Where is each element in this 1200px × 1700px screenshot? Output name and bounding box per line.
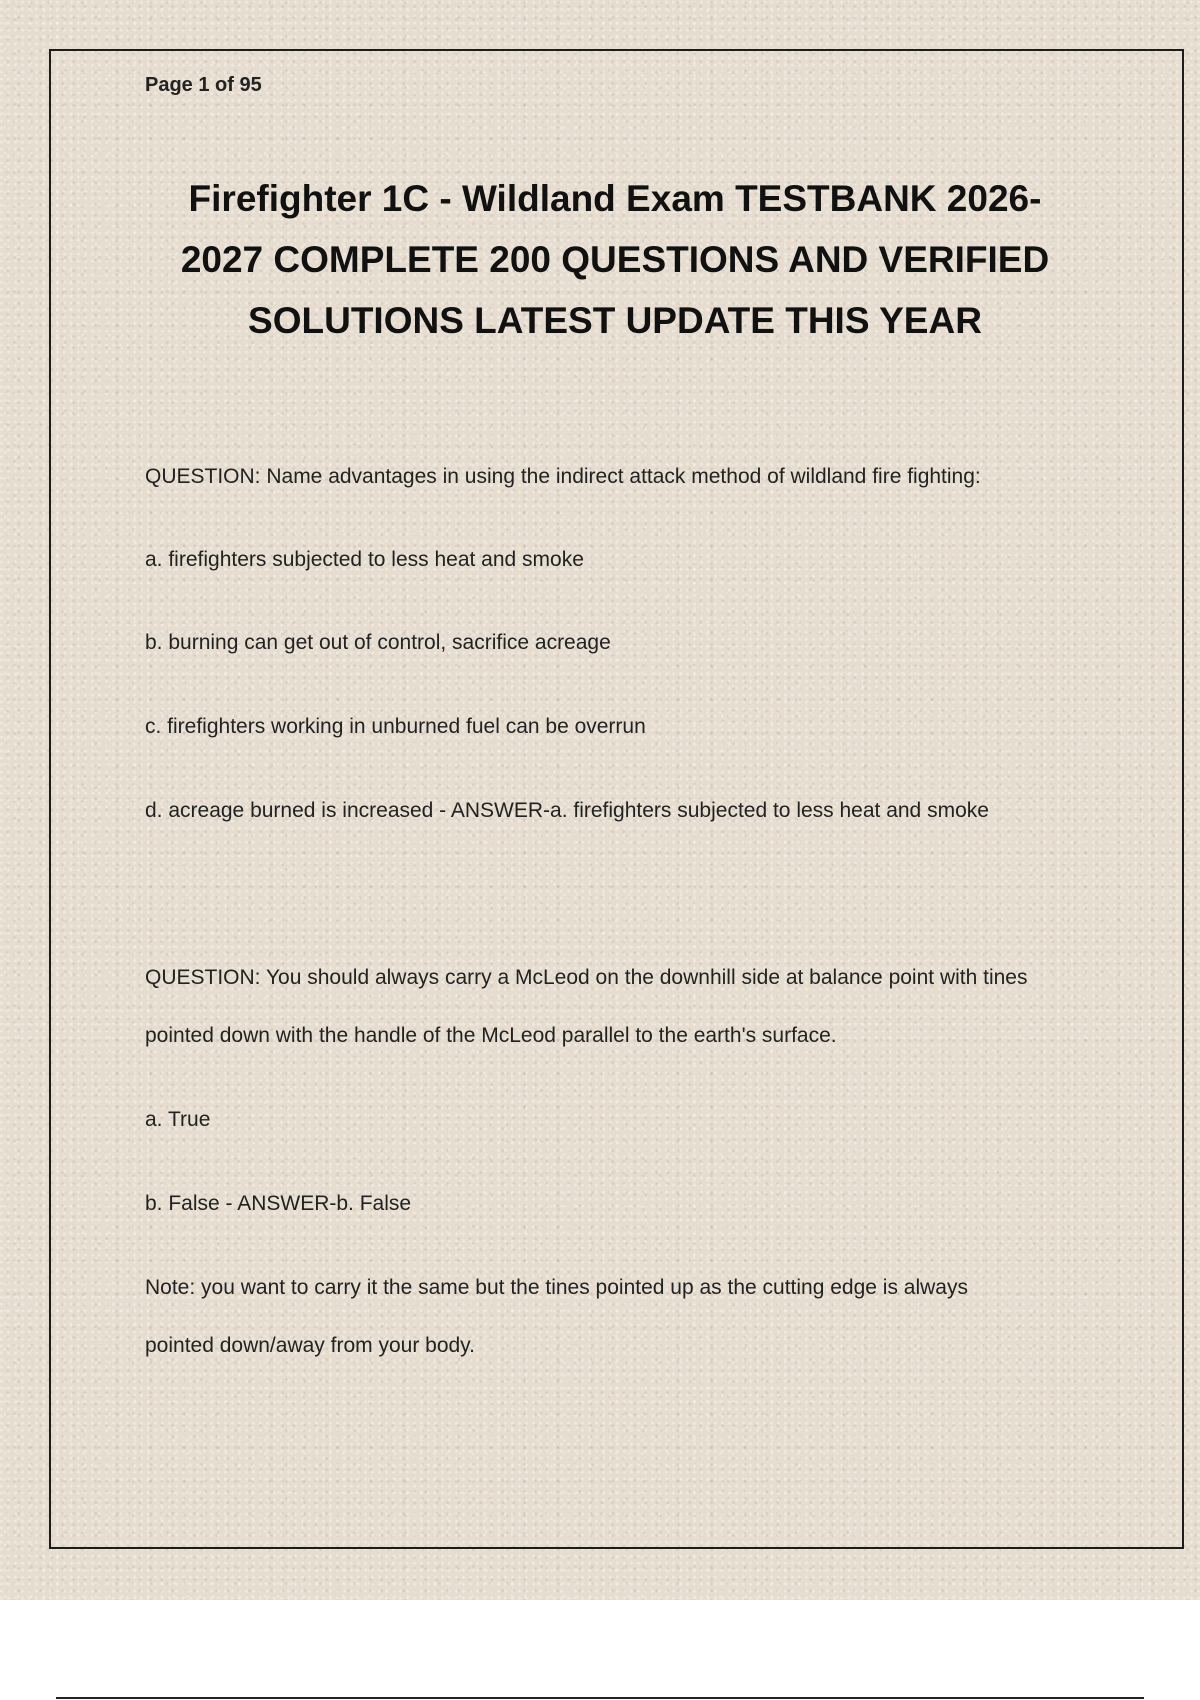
question-2-note-line-1: Note: you want to carry it the same but the tines pointed up as the cutting edge is always (145, 1276, 968, 1299)
question-2-text-line-1: QUESTION: You should always carry a McLeod on the downhill side at balance point with tines (145, 966, 1028, 989)
footer-rule (56, 1697, 1144, 1699)
question-1-option-a: a. firefighters subjected to less heat and smoke (145, 548, 584, 571)
document-title: Firefighter 1C - Wildland Exam TESTBANK 2026-2027 COMPLETE 200 QUESTIONS AND VERIFIED SOLUTIONS LATEST UPDATE THIS YEAR (180, 178, 1050, 341)
question-2-option-a: a. True (145, 1108, 211, 1131)
page-number: Page 1 of 95 (145, 74, 262, 96)
question-2-note-line-2: pointed down/away from your body. (145, 1334, 475, 1357)
question-2-text-line-2: pointed down with the handle of the McLeod parallel to the earth's surface. (145, 1024, 837, 1047)
question-1-option-d-answer: d. acreage burned is increased - ANSWER-a. firefighters subjected to less heat and smoke (145, 799, 989, 822)
question-1-option-c: c. firefighters working in unburned fuel can be overrun (145, 715, 646, 738)
question-1-text: QUESTION: Name advantages in using the indirect attack method of wildland fire fighting: (145, 465, 981, 488)
question-2-option-b-answer: b. False - ANSWER-b. False (145, 1192, 412, 1215)
question-1-option-b: b. burning can get out of control, sacrifice acreage (145, 631, 611, 654)
